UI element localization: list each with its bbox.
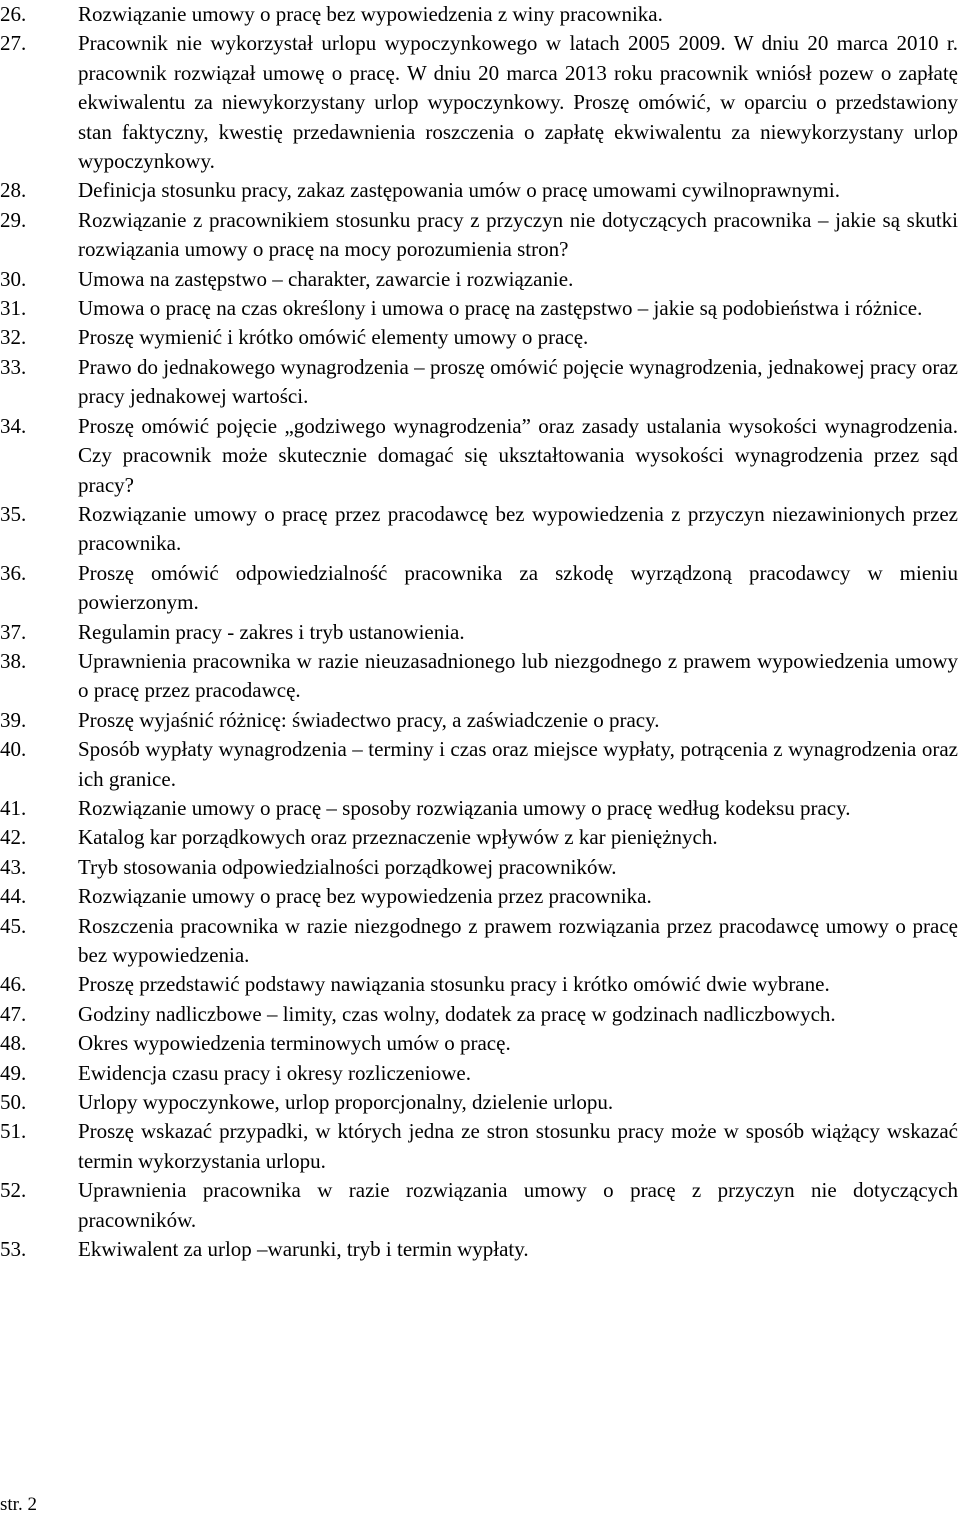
question-text: Katalog kar porządkowych oraz przeznaczenie wpływów z kar pieniężnych. [78, 825, 718, 850]
question-text: Umowa o pracę na czas określony i umowa o pracę na zastępstwo – jakie są podobieństwa i różnice. [78, 296, 923, 321]
question-number: 49. [0, 1060, 27, 1085]
question-number: 27. [0, 31, 27, 56]
question-text: Ewidencja czasu pracy i okresy rozliczeniowe. [78, 1060, 471, 1085]
question-number: 53. [0, 1237, 27, 1262]
question-number: 28. [0, 178, 27, 203]
question-text: Rozwiązanie z pracownikiem stosunku pracy z przyczyn nie dotyczących pracownika – jakie są skutki rozwiązania umowy o pracę na mocy porozumienia stron? [78, 207, 958, 262]
question-number: 34. [0, 413, 27, 438]
question-item [0, 412, 958, 500]
question-text: Rozwiązanie umowy o pracę bez wypowiedzenia przez pracownika. [78, 884, 652, 909]
question-item [0, 1235, 958, 1264]
question-text: Proszę omówić pojęcie „godziwego wynagrodzenia” oraz zasady ustalania wysokości wynagrodzenia. Czy pracownik może skutecznie domagać się ukształtowania wysokości wynagrodzenia przez sąd pracy? [78, 413, 958, 497]
question-text: Rozwiązanie umowy o pracę bez wypowiedzenia z winy pracownika. [78, 2, 663, 26]
question-item [0, 823, 958, 852]
question-item [0, 559, 958, 618]
question-text: Proszę wymienić i krótko omówić elementy umowy o pracę. [78, 325, 589, 350]
question-text: Umowa na zastępstwo – charakter, zawarcie i rozwiązanie. [78, 266, 574, 291]
question-number: 48. [0, 1031, 27, 1056]
question-item [0, 0, 958, 29]
question-text: Urlopy wypoczynkowe, urlop proporcjonalny, dzielenie urlopu. [78, 1090, 614, 1115]
question-item [0, 1117, 958, 1176]
question-text: Proszę przedstawić podstawy nawiązania stosunku pracy i krótko omówić dwie wybrane. [78, 972, 830, 997]
question-text: Uprawnienia pracownika w razie rozwiązania umowy o pracę z przyczyn nie dotyczących pracowników. [78, 1178, 958, 1232]
question-item [0, 265, 958, 294]
question-text: Prawo do jednakowego wynagrodzenia – proszę omówić pojęcie wynagrodzenia, jednakowej pracy oraz pracy jednakowej wartości. [78, 354, 958, 409]
question-number: 33. [0, 354, 27, 379]
question-number: 39. [0, 707, 27, 732]
question-item [0, 1029, 958, 1058]
question-item [0, 882, 958, 911]
question-item [0, 1176, 958, 1235]
question-number: 52. [0, 1178, 27, 1203]
question-item [0, 618, 958, 647]
question-text: Pracownik nie wykorzystał urlopu wypoczynkowego w latach 2005 2009. W dniu 20 marca 2010 r. pracownik rozwiązał umowę o pracę. W dniu 20 marca 2013 roku pracownik wniósł pozew o zapłatę ekwiwalentu za niewykorzystany urlop wypoczynkowy. Proszę omówić, w oparciu o przedstawiony stan faktyczny, kwestię przedawnienia roszczenia o zapłatę ekwiwalentu za niewykorzystany urlop wypoczynkowy. [78, 31, 958, 174]
question-number: 43. [0, 854, 27, 879]
question-number: 42. [0, 825, 27, 850]
question-number: 36. [0, 560, 27, 585]
question-text: Proszę omówić odpowiedzialność pracownika za szkodę wyrządzoną pracodawcy w mieniu powierzonym. [78, 560, 958, 615]
question-text: Rozwiązanie umowy o pracę – sposoby rozwiązania umowy o pracę według kodeksu pracy. [78, 795, 851, 820]
question-number: 45. [0, 913, 27, 938]
question-number: 31. [0, 296, 27, 321]
question-item [0, 294, 958, 323]
question-item [0, 1059, 958, 1088]
question-number: 41. [0, 795, 27, 820]
question-number: 32. [0, 325, 27, 350]
question-text: Proszę wskazać przypadki, w których jedna ze stron stosunku pracy może w sposób wiążący wskazać termin wykorzystania urlopu. [78, 1119, 958, 1173]
question-item [0, 1088, 958, 1117]
question-item [0, 353, 958, 412]
question-number: 51. [0, 1119, 27, 1144]
question-text: Regulamin pracy - zakres i tryb ustanowienia. [78, 619, 465, 644]
question-text: Uprawnienia pracownika w razie nieuzasadnionego lub niezgodnego z prawem wypowiedzenia umowy o pracę przez pracodawcę. [78, 648, 958, 703]
question-number: 46. [0, 972, 27, 997]
question-item [0, 29, 958, 176]
question-text: Proszę wyjaśnić różnicę: świadectwo pracy, a zaświadczenie o pracy. [78, 707, 660, 732]
question-item [0, 970, 958, 999]
question-item [0, 647, 958, 706]
question-text: Okres wypowiedzenia terminowych umów o pracę. [78, 1031, 511, 1056]
question-text: Sposób wypłaty wynagrodzenia – terminy i czas oraz miejsce wypłaty, potrącenia z wynagrodzenia oraz ich granice. [78, 737, 958, 791]
question-item [0, 500, 958, 559]
question-item [0, 323, 958, 352]
question-text: Tryb stosowania odpowiedzialności porządkowej pracowników. [78, 854, 617, 879]
question-number: 47. [0, 1001, 27, 1026]
question-number: 37. [0, 619, 27, 644]
question-item [0, 706, 958, 735]
question-item [0, 1000, 958, 1029]
question-number: 44. [0, 884, 27, 909]
page-number: str. 2 [0, 1494, 37, 1515]
question-item [0, 206, 958, 265]
question-number: 30. [0, 266, 27, 291]
question-item [0, 794, 958, 823]
question-number: 35. [0, 501, 27, 526]
question-number: 29. [0, 207, 27, 232]
question-item [0, 735, 958, 794]
question-text: Ekwiwalent za urlop –warunki, tryb i termin wypłaty. [78, 1237, 529, 1262]
question-text: Roszczenia pracownika w razie niezgodnego z prawem rozwiązania przez pracodawcę umowy o pracę bez wypowiedzenia. [78, 913, 958, 967]
question-text: Rozwiązanie umowy o pracę przez pracodawcę bez wypowiedzenia z przyczyn niezawinionych przez pracownika. [78, 501, 958, 556]
question-number: 26. [0, 2, 27, 26]
question-item [0, 176, 958, 205]
question-number: 38. [0, 648, 27, 673]
question-item [0, 912, 958, 971]
question-text: Definicja stosunku pracy, zakaz zastępowania umów o pracę umowami cywilnoprawnymi. [78, 178, 840, 203]
question-number: 40. [0, 737, 27, 762]
question-text: Godziny nadliczbowe – limity, czas wolny, dodatek za pracę w godzinach nadliczbowych. [78, 1001, 836, 1026]
question-item [0, 853, 958, 882]
question-number: 50. [0, 1090, 27, 1115]
